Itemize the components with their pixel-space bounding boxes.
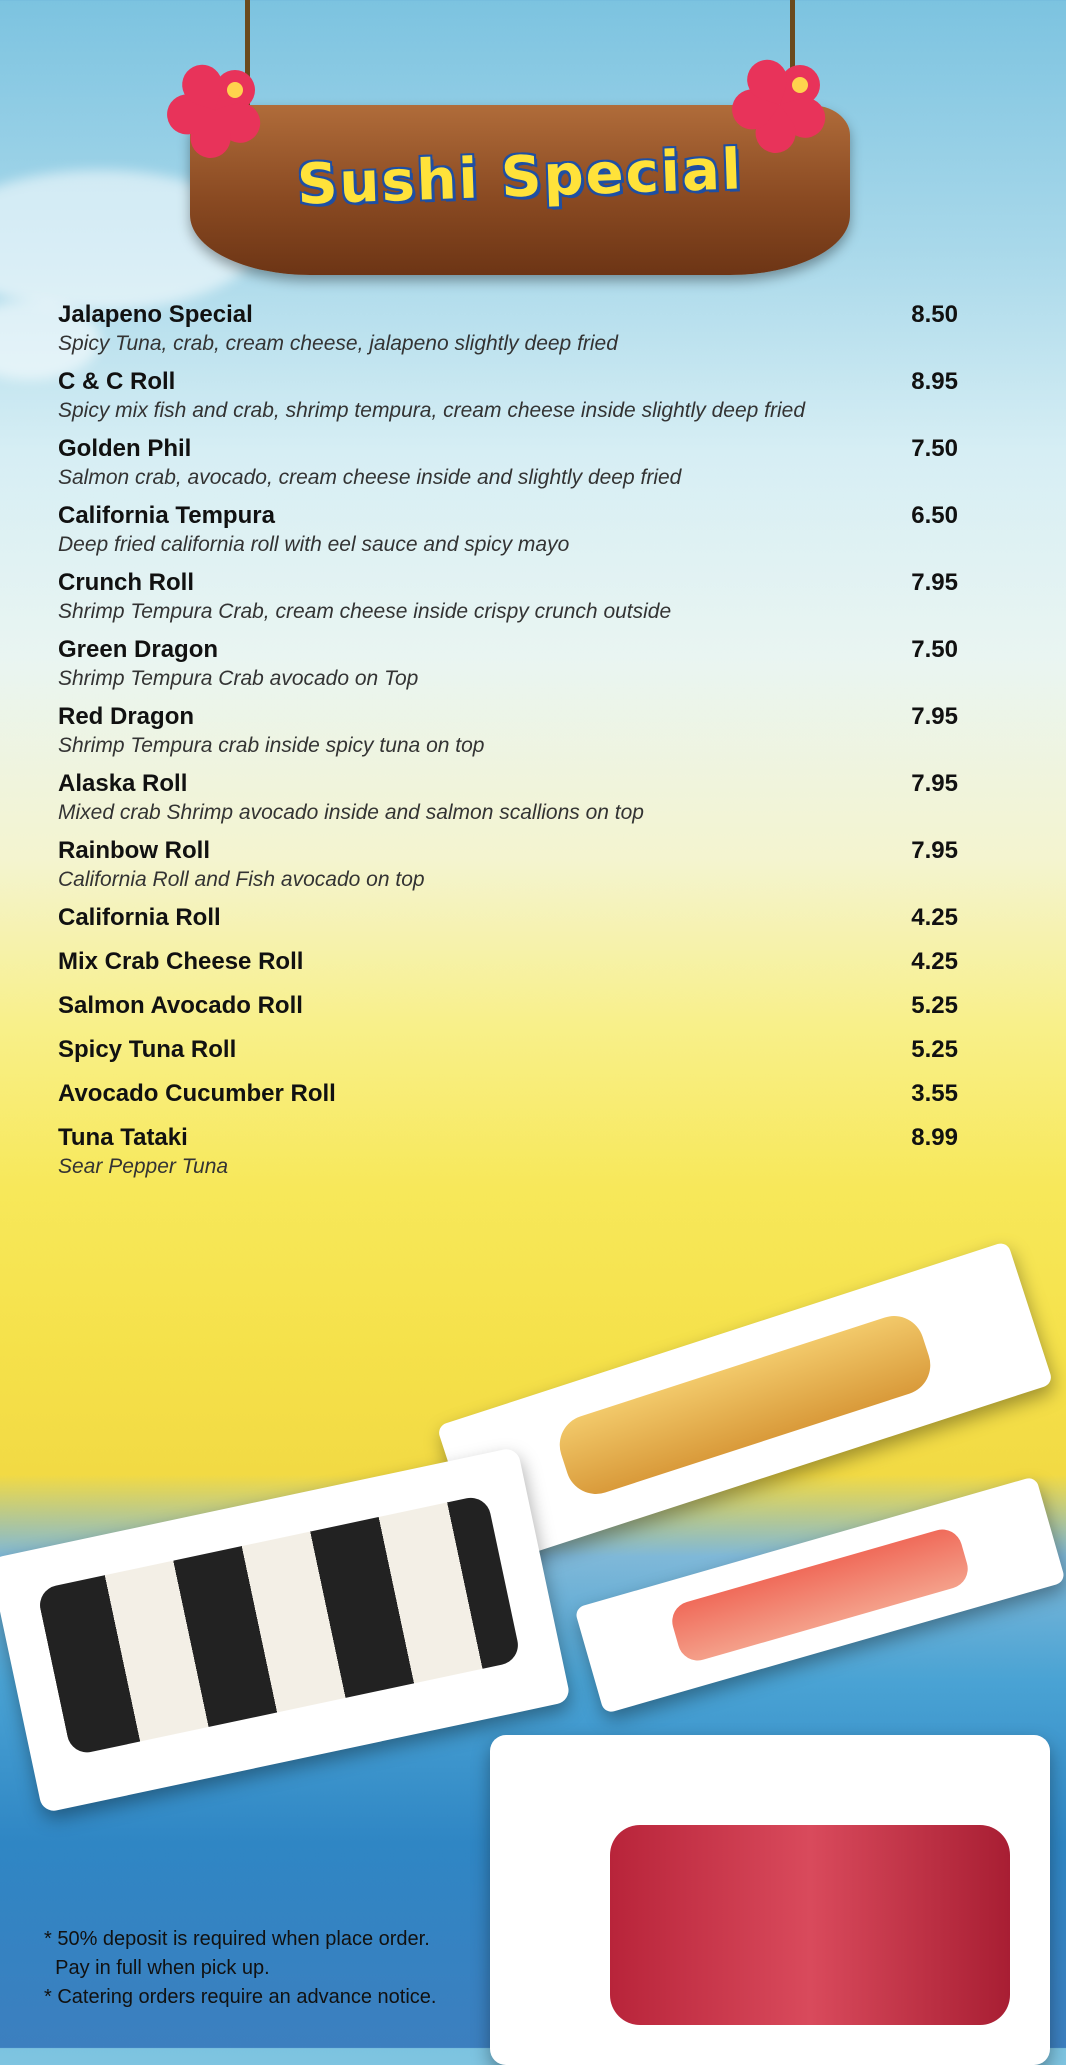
item-price: 7.95 [911,569,958,596]
item-name: Tuna Tataki [58,1124,188,1151]
item-name: Golden Phil [58,435,192,462]
item-price: 4.25 [911,948,958,975]
item-price: 7.50 [911,636,958,663]
menu-item [58,903,958,933]
item-price: 7.95 [911,770,958,797]
plumeria-flower-icon [190,45,280,135]
item-price: 7.50 [911,435,958,462]
item-name: Salmon Avocado Roll [58,992,303,1019]
item-description: Shrimp Tempura crab inside spicy tuna on top [58,734,485,757]
item-price: 5.25 [911,1036,958,1063]
item-description: Mixed crab Shrimp avocado inside and salmon scallions on top [58,801,644,824]
note-line: * 50% deposit is required when place order. [44,1928,430,1950]
menu-item [58,501,958,558]
item-price: 7.95 [911,703,958,730]
item-name: C & C Roll [58,368,176,395]
item-name: Rainbow Roll [58,837,210,864]
menu-list [58,300,958,1190]
title-sign [190,105,850,275]
item-price: 4.25 [911,904,958,931]
item-price: 5.25 [911,992,958,1019]
item-description: Shrimp Tempura Crab, cream cheese inside crispy crunch outside [58,600,672,623]
note-line: * Catering orders require an advance notice. [44,1986,437,2008]
menu-item [58,947,958,977]
item-name: Crunch Roll [58,569,194,596]
menu-item [58,1123,958,1180]
item-price: 6.50 [911,502,958,529]
menu-item [58,702,958,759]
item-name: California Roll [58,904,221,931]
menu-item [58,769,958,826]
menu-item [58,1035,958,1065]
menu-item [58,1079,958,1109]
item-name: California Tempura [58,502,275,529]
note-line: Pay in full when pick up. [44,1957,270,1979]
item-price: 8.50 [911,301,958,328]
menu-item [58,568,958,625]
menu-item [58,836,958,893]
plumeria-flower-icon [755,40,845,130]
item-description: Spicy mix fish and crab, shrimp tempura, cream cheese inside slightly deep fried [58,399,805,422]
item-price: 7.95 [911,837,958,864]
menu-item [58,434,958,491]
item-name: Mix Crab Cheese Roll [58,948,304,975]
item-price: 3.55 [911,1080,958,1107]
menu-item [58,300,958,357]
item-name: Red Dragon [58,703,195,730]
item-name: Avocado Cucumber Roll [58,1080,336,1107]
item-description: Sear Pepper Tuna [58,1155,229,1178]
tuna-tataki-plate-photo [490,1735,1050,2065]
menu-item [58,367,958,424]
item-description: Deep fried california roll with eel sauce and spicy mayo [58,533,570,556]
menu-item [58,991,958,1021]
item-name: Alaska Roll [58,770,188,797]
item-price: 8.95 [911,368,958,395]
item-name: Spicy Tuna Roll [58,1036,237,1063]
item-price: 8.99 [911,1124,958,1151]
order-notes [44,1925,436,2012]
item-name: Jalapeno Special [58,301,253,328]
menu-item [58,635,958,692]
item-description: Salmon crab, avocado, cream cheese inside and slightly deep fried [58,466,682,489]
item-description: Shrimp Tempura Crab avocado on Top [58,667,419,690]
item-description: California Roll and Fish avocado on top [58,868,425,891]
sushi-plate-photo [0,1447,571,1814]
item-description: Spicy Tuna, crab, cream cheese, jalapeno slightly deep fried [58,332,618,355]
item-name: Green Dragon [58,636,219,663]
page-title: Sushi Special [296,137,744,218]
